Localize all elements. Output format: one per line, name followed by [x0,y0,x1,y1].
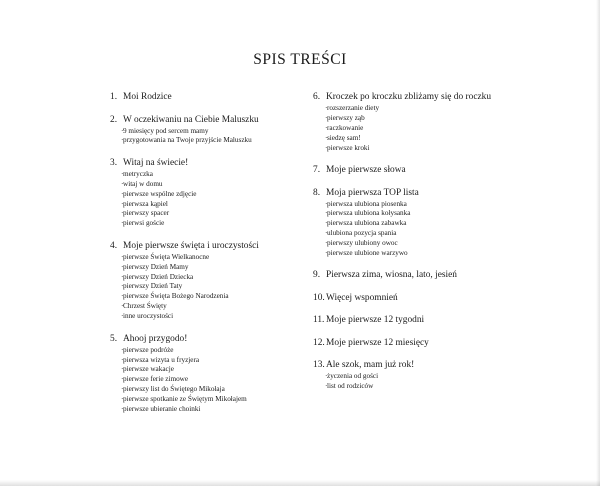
toc-subitem [313,200,513,210]
toc-subitem [110,405,300,415]
toc-subitem-label: list od rodziców [327,382,374,391]
bullet-dot-icon: · [121,312,124,321]
toc-section-heading [313,337,513,349]
bullet-dot-icon: · [121,405,124,414]
toc-subitem [313,209,513,219]
toc-subitem-label: pierwsze ubieranie choinki [123,405,201,414]
bullet-dot-icon: · [325,229,328,238]
toc-subitem-list [110,170,300,229]
toc-section-title: Moje pierwsze 12 tygodni [326,315,425,326]
bullet-dot-icon: · [121,136,124,145]
page-title: SPIS TREŚCI [253,51,347,68]
toc-section-number: 12. [313,337,325,348]
toc-subitem-label: pierwsze podróże [123,345,174,354]
bullet-dot-icon: · [121,126,124,135]
bullet-dot-icon: · [121,345,124,354]
toc-section-title: Pierwsza zima, wiosna, lato, jesień [326,270,457,281]
bullet-dot-icon: · [325,209,328,218]
toc-subitem-label: raczkowanie [327,123,364,132]
toc-subitem [110,346,300,356]
toc-subitem-label: życzenia od gości [327,372,379,381]
toc-section-title: Moja pierwsza TOP lista [326,187,419,198]
toc-section [313,91,513,154]
toc-section [110,240,300,322]
toc-section-number: 5. [110,333,118,344]
toc-subitem [110,263,300,273]
toc-section-number: 1. [110,92,118,102]
toc-subitem [110,127,300,137]
toc-section-number: 6. [313,92,321,102]
toc-subitem [110,375,300,385]
bullet-dot-icon: · [121,252,124,261]
toc-subitem [110,180,300,190]
toc-subitem [110,200,300,210]
toc-subitem [110,356,300,366]
bullet-dot-icon: · [121,209,124,218]
toc-column-left [110,91,300,425]
toc-section-heading [313,91,513,103]
bullet-dot-icon: · [121,272,124,281]
toc-subitem-label: ulubiona pozycja spania [327,229,397,238]
toc-subitem-label: Chrzest Święty [123,302,167,311]
toc-section-number: 3. [110,157,118,168]
toc-section-number: 13. [313,360,325,371]
toc-section-title: Moi Rodzice [123,92,172,102]
toc-subitem-label: inne uroczystości [123,312,174,321]
toc-section-heading [110,240,300,252]
toc-subitem-label: siedzę sam! [327,133,361,142]
bullet-dot-icon: · [325,199,328,208]
toc-subitem-label: pierwsze kroki [327,143,370,152]
toc-subitem-label: pierwsza wizyta u fryzjera [123,355,200,364]
toc-section-heading [313,292,513,304]
toc-subitem-label: 9 miesięcy pod sercem mamy [123,126,209,135]
bullet-dot-icon: · [121,302,124,311]
toc-subitem [313,219,513,229]
toc-subitem [313,124,513,134]
toc-column-right [313,91,513,403]
toc-subitem [110,136,300,146]
bullet-dot-icon: · [121,262,124,271]
toc-subitem-label: pierwsze wspólne zdjęcie [123,189,197,198]
toc-section-heading [313,359,513,371]
bullet-dot-icon: · [121,365,124,374]
toc-subitem [110,253,300,263]
toc-section [110,333,300,415]
bullet-dot-icon: · [325,113,328,122]
bullet-dot-icon: · [325,123,328,132]
toc-subitem [313,144,513,154]
toc-subitem [110,170,300,180]
toc-section-title: Ale szok, mam już rok! [326,360,415,371]
toc-section-heading [313,314,513,326]
toc-subitem [110,365,300,375]
toc-subitem-label: pierwszy ulubiony owoc [327,239,398,248]
toc-subitem-label: pierwsze ulubione warzywo [327,249,408,258]
toc-subitem [313,249,513,259]
bullet-dot-icon: · [325,143,328,152]
toc-section-heading [110,157,300,169]
bullet-dot-icon: · [121,355,124,364]
toc-section-heading [110,114,300,126]
toc-subitem-list [110,346,300,415]
toc-subitem [313,134,513,144]
toc-section-number: 7. [313,165,321,176]
toc-subitem [110,292,300,302]
toc-section-title: Kroczek po kroczku zbliżamy się do roczku [326,92,492,102]
toc-section-heading [313,269,513,281]
bullet-dot-icon: · [121,219,124,228]
bullet-dot-icon: · [325,239,328,248]
toc-section-number: 4. [110,240,118,251]
toc-section-title: W oczekiwaniu na Ciebie Maluszku [123,114,259,125]
toc-section-title: Moje pierwsze 12 miesięcy [326,337,429,348]
toc-subitem-list [313,104,513,154]
bullet-dot-icon: · [121,385,124,394]
toc-subitem-label: pierwsza ulubiona kołysanka [327,209,411,218]
bullet-dot-icon: · [121,199,124,208]
toc-subitem-label: pierwszy Dzień Mamy [123,262,189,271]
toc-section [313,187,513,259]
toc-subitem [110,190,300,200]
toc-subitem-label: pierwsze spotkanie ze Świętym Mikołajem [123,395,247,404]
toc-section [110,91,300,103]
toc-subitem [313,104,513,114]
toc-section-title: Moje pierwsze święta i uroczystości [123,240,259,251]
bullet-dot-icon: · [121,179,124,188]
toc-section-number: 9. [313,270,321,281]
toc-section-title: Moje pierwsze słowa [326,165,406,176]
toc-section-heading [313,187,513,199]
toc-subitem [110,282,300,292]
toc-subitem-label: pierwszy list do Świętego Mikołaja [123,385,225,394]
toc-subitem-label: pierwsza ulubiona zabawka [327,219,407,228]
toc-subitem-label: pierwsze wakacje [123,365,174,374]
toc-subitem [110,312,300,322]
toc-subitem [313,382,513,392]
toc-subitem-list [313,200,513,259]
toc-section-number: 11. [313,315,325,326]
toc-section [313,314,513,326]
bullet-dot-icon: · [121,292,124,301]
toc-subitem-label: pierwsze Święta Wielkanocne [123,252,210,261]
toc-section-heading [110,333,300,345]
toc-subitem-label: pierwszy Dzień Dziecka [123,272,194,281]
toc-subitem [110,385,300,395]
bullet-dot-icon: · [121,282,124,291]
toc-subitem-label: pierwsze ferie zimowe [123,375,189,384]
toc-subitem [313,114,513,124]
bullet-dot-icon: · [121,375,124,384]
bullet-dot-icon: · [325,382,328,391]
toc-subitem-label: pierwsze Święta Bożego Narodzenia [123,292,229,301]
toc-section-number: 2. [110,114,118,125]
toc-section [313,337,513,349]
toc-section [110,157,300,229]
toc-section-number: 8. [313,187,321,198]
toc-subitem [313,239,513,249]
toc-subitem-label: pierwsi goście [123,219,165,228]
toc-section-heading [313,164,513,176]
toc-section [313,164,513,176]
toc-section-title: Ahooj przygodo! [123,333,188,344]
toc-subitem [110,209,300,219]
bullet-dot-icon: · [121,395,124,404]
page-shadow-right [596,0,600,486]
bullet-dot-icon: · [325,372,328,381]
toc-subitem-list [110,127,300,147]
toc-subitem-label: pierwszy spacer [123,209,170,218]
bullet-dot-icon: · [325,104,328,112]
bullet-dot-icon: · [325,219,328,228]
toc-subitem-label: witaj w domu [123,179,163,188]
toc-section [110,114,300,147]
toc-subitem [313,229,513,239]
toc-subitem [110,302,300,312]
toc-subitem [313,372,513,382]
toc-subitem [110,395,300,405]
toc-subitem-label: rozszerzanie diety [327,104,380,112]
toc-section-title: Witaj na świecie! [123,157,189,168]
toc-section [313,269,513,281]
toc-subitem [110,273,300,283]
toc-section [313,359,513,392]
toc-subitem [110,219,300,229]
toc-subitem-label: pierwsza kąpiel [123,199,168,208]
bullet-dot-icon: · [325,133,328,142]
toc-subitem-list [110,253,300,322]
toc-section [313,292,513,304]
toc-section-title: Więcej wspomnień [326,292,398,303]
bullet-dot-icon: · [121,189,124,198]
toc-subitem-label: pierwszy Dzień Taty [123,282,183,291]
toc-subitem-label: przygotowania na Twoje przyjście Maluszku [123,136,252,145]
toc-subitem-list [313,372,513,392]
page-shadow-bottom [0,480,600,486]
toc-subitem-label: pierwszy ząb [327,113,365,122]
toc-section-number: 10. [313,292,325,303]
bullet-dot-icon: · [121,169,124,178]
bullet-dot-icon: · [325,249,328,258]
toc-section-heading [110,91,300,103]
toc-subitem-label: pierwsza ulubiona piosenka [327,199,407,208]
toc-subitem-label: metryczka [123,169,153,178]
